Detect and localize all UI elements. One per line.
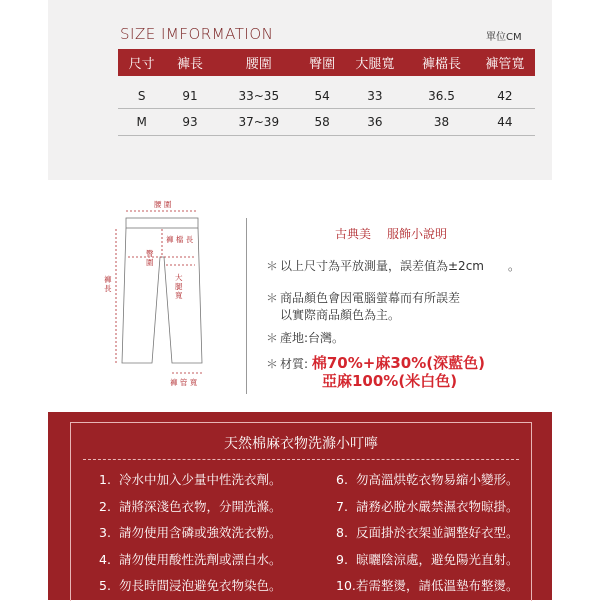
care-divider [83, 459, 519, 460]
star-icon: ＊ [266, 259, 279, 273]
size-unit-label: 單位CM [486, 32, 522, 43]
diagram-label-thigh: 大 腿 寬 [175, 273, 183, 300]
care-title: 天然棉麻衣物洗滌小叮嚀 [224, 436, 378, 452]
list-item [99, 471, 282, 498]
info-text: 商品顏色會因電腦螢幕而有所誤差 [280, 291, 461, 305]
size-table [118, 49, 535, 136]
brand-name: 古典美 [335, 227, 372, 241]
star-icon: ＊ [266, 357, 279, 371]
star-icon: ＊ [266, 291, 279, 305]
table-cell: 54 [303, 76, 342, 109]
table-cell: 44 [475, 109, 535, 136]
item-number: 10. [336, 578, 356, 593]
material-label: 材質: [280, 357, 309, 371]
info-text: 產地:台灣。 [280, 331, 345, 345]
info-text: 以上尺寸為平放測量，誤差值為±2cm 。 [280, 259, 520, 273]
star-icon: ＊ [266, 331, 279, 345]
item-number: 8. [336, 525, 348, 540]
info-item-measurement [266, 258, 520, 275]
material-line: 亞麻100%(米白色) [322, 372, 458, 390]
material-line: 棉70%+麻30%(深藍色) [311, 354, 485, 372]
item-number: 3. [99, 525, 111, 540]
list-item [336, 524, 519, 551]
item-number: 4. [99, 551, 111, 567]
item-number: 7. [336, 498, 348, 514]
item-text: 冷水中加入少量中性洗衣劑。 [119, 472, 282, 487]
table-cell: 38 [408, 109, 475, 136]
item-text: 勿長時間浸泡避免衣物染色。 [119, 578, 282, 593]
header-cell: 尺寸 [118, 49, 165, 76]
table-cell: 33 [342, 76, 409, 109]
item-text: 請勿使用含磷或強效洗衣粉。 [119, 525, 282, 540]
table-cell: 36 [342, 109, 409, 136]
table-row [118, 109, 535, 136]
table-row [118, 76, 535, 109]
info-text: 以實際商品顏色為主。 [280, 308, 401, 322]
table-cell: 33~35 [215, 76, 303, 109]
divider [246, 218, 247, 394]
item-text: 請將深淺色衣物，分開洗滌。 [119, 498, 282, 514]
care-list-right [336, 471, 519, 604]
item-text: 請務必脫水嚴禁濕衣物晾掛。 [356, 498, 519, 514]
list-item [99, 498, 282, 525]
item-text: 晾曬陰涼處，避免陽光直射。 [356, 551, 519, 567]
size-chart-panel [48, 0, 552, 180]
care-panel [48, 412, 552, 600]
item-number: 1. [99, 472, 111, 487]
table-cell: M [118, 109, 165, 136]
item-number: 2. [99, 498, 111, 514]
table-cell: 58 [303, 109, 342, 136]
pants-measurement-diagram [92, 195, 232, 390]
diagram-label-length: 褲 長 [104, 275, 112, 293]
diagram-label-crotch: 褲 檔 長 [166, 235, 194, 244]
table-cell: 37~39 [215, 109, 303, 136]
list-item [99, 551, 282, 578]
item-number: 6. [336, 472, 348, 487]
header-cell: 褲檔長 [408, 49, 475, 76]
item-text: 若需整燙，請低溫墊布整燙。 [356, 578, 519, 593]
table-cell: S [118, 76, 165, 109]
item-text: 請勿使用酸性洗劑或漂白水。 [119, 551, 282, 567]
header-cell: 腰圍 [215, 49, 303, 76]
item-number: 9. [336, 551, 348, 567]
info-item-color [266, 290, 460, 324]
info-item-origin [266, 330, 344, 347]
table-cell: 42 [475, 76, 535, 109]
care-box [70, 422, 532, 601]
info-title-text: 服飾小說明 [387, 227, 448, 241]
info-title [335, 225, 447, 242]
header-cell: 褲管寬 [475, 49, 535, 76]
table-cell: 93 [165, 109, 214, 136]
table-cell: 91 [165, 76, 214, 109]
header-cell: 褲長 [165, 49, 214, 76]
info-item-material [266, 355, 485, 390]
list-item [336, 551, 519, 578]
list-item [99, 524, 282, 551]
diagram-label-hip: 臀 圍 [146, 249, 154, 267]
size-chart-title: SIZE IMFORMATION [120, 25, 274, 43]
list-item [336, 498, 519, 525]
header-cell: 大腿寬 [342, 49, 409, 76]
size-table-header [118, 49, 535, 76]
care-list-left [99, 471, 282, 604]
item-number: 5. [99, 578, 111, 593]
item-text: 反面掛於衣架並調整好衣型。 [356, 525, 519, 540]
header-cell: 臀圍 [303, 49, 342, 76]
item-text: 勿高溫烘乾衣物易縮小變形。 [356, 472, 519, 487]
list-item [336, 471, 519, 498]
diagram-label-hem: 褲 管 寬 [170, 378, 198, 387]
diagram-label-waist: 腰 圍 [154, 200, 172, 209]
table-cell: 36.5 [408, 76, 475, 109]
